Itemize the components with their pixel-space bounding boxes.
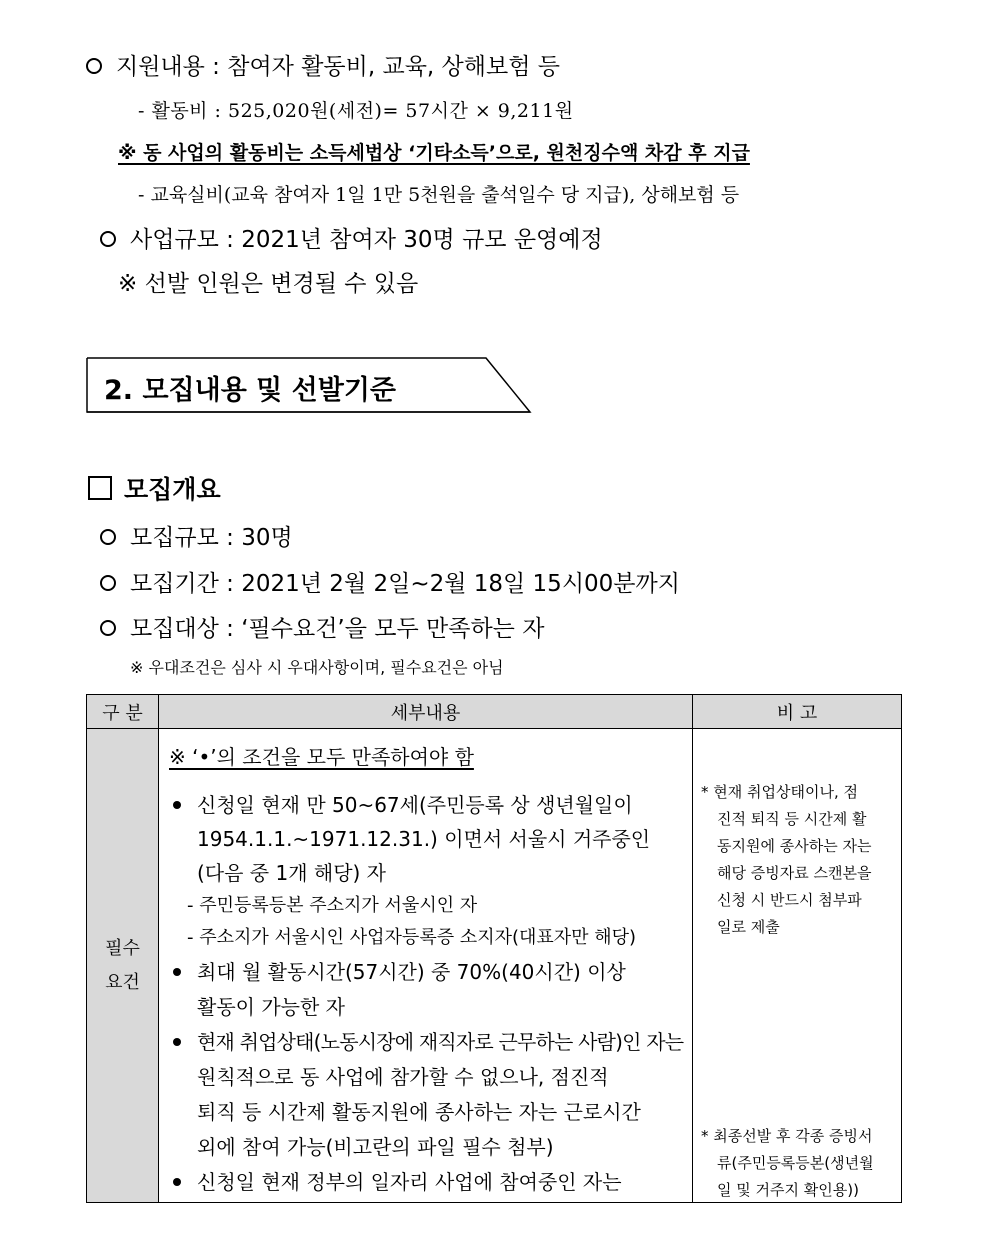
table-row	[87, 729, 902, 1203]
table-header-row	[87, 695, 902, 729]
overview-period: 모집기간 : 2021년 2월 2일~2월 18일 15시00분까지	[130, 571, 680, 597]
remark-1-line5: 신청 시 반드시 첨부파	[717, 891, 862, 909]
detail-b2-line2: 활동이 가능한 자	[197, 995, 345, 1019]
header-remarks: 비 고	[693, 695, 902, 729]
detail-b3-line3: 퇴직 등 시간제 활동지원에 종사하는 자는 근로시간	[197, 1100, 641, 1124]
detail-b1-line1: 신청일 현재 만 50~67세(주민등록 상 생년월일이	[197, 793, 633, 817]
category-line-2: 요건	[105, 971, 140, 993]
remark-1-line6: 일로 제출	[717, 918, 780, 936]
remark-2-line3: 일 및 거주지 확인용))	[717, 1181, 859, 1199]
support-content-line	[86, 48, 560, 81]
section-title: 2. 모집내용 및 선발기준	[104, 375, 396, 406]
scale-text: 사업규모 : 2021년 참여자 30명 규모 운영예정	[130, 227, 603, 253]
detail-b3-line4: 외에 참여 가능(비고란의 파일 필수 첨부)	[197, 1135, 554, 1159]
circle-bullet-icon	[86, 58, 102, 74]
overview-size: 모집규모 : 30명	[130, 525, 293, 551]
remark-1-line3: 동지원에 종사하는 자는	[717, 837, 872, 855]
remark-1-line4: 해당 증빙자료 스캔본을	[717, 864, 872, 882]
detail-b2-line1: 최대 월 활동시간(57시간) 중 70%(40시간) 이상	[197, 960, 626, 984]
overview-size-line	[100, 519, 293, 552]
requirements-table	[86, 694, 902, 1203]
overview-heading-line	[88, 470, 221, 506]
category-line-1: 필수	[105, 937, 140, 959]
detail-bullet-4	[173, 1166, 622, 1195]
detail-bullet-2	[173, 956, 626, 985]
detail-cell	[159, 729, 693, 1203]
bullet-dot-icon	[173, 1038, 181, 1046]
bullet-dot-icon	[173, 1178, 181, 1186]
detail-b1-line3: (다음 중 1개 해당) 자	[197, 861, 386, 885]
support-content-text: 지원내용 : 참여자 활동비, 교육, 상해보험 등	[116, 54, 560, 80]
circle-bullet-icon	[100, 575, 116, 591]
bullet-dot-icon	[173, 968, 181, 976]
detail-intro: ※ ‘•’의 조건을 모두 만족하여야 함	[169, 745, 474, 769]
remark-1	[701, 779, 871, 941]
remark-2	[701, 1123, 874, 1204]
detail-bullet-1	[173, 789, 633, 818]
training-line: - 교육실비(교육 참여자 1일 1만 5천원을 출석일수 당 지급), 상해보험 등	[138, 184, 740, 206]
header-category: 구 분	[87, 695, 159, 729]
detail-bullet-3	[173, 1026, 683, 1055]
scale-note: ※ 선발 인원은 변경될 수 있음	[118, 271, 419, 297]
overview-target-note: ※ 우대조건은 심사 시 우대사항이며, 필수요건은 아님	[130, 658, 504, 677]
detail-b3-line2: 원칙적으로 동 사업에 참가할 수 없으나, 점진적	[197, 1065, 609, 1089]
remark-2-line2: 류(주민등록등본(생년월	[717, 1154, 874, 1172]
detail-b3-line1: 현재 취업상태(노동시장에 재직자로 근무하는 사람)인 자는	[197, 1030, 684, 1054]
remark-1-line2: 진적 퇴직 등 시간제 활	[717, 810, 867, 828]
detail-sub-2: - 주소지가 서울시인 사업자등록증 소지자(대표자만 해당)	[187, 927, 637, 948]
detail-sub-1: - 주민등록등본 주소지가 서울시인 자	[187, 895, 478, 916]
circle-bullet-icon	[100, 529, 116, 545]
remark-1-line1: * 현재 취업상태이나, 점	[701, 783, 858, 801]
detail-b4-line1: 신청일 현재 정부의 일자리 사업에 참여중인 자는	[197, 1170, 622, 1194]
detail-b1-line2: 1954.1.1.~1971.12.31.) 이면서 서울시 거주중인	[197, 827, 651, 851]
overview-target-line	[100, 610, 544, 643]
remark-2-line1: * 최종선발 후 각종 증빙서	[701, 1127, 873, 1145]
bullet-dot-icon	[173, 801, 181, 809]
overview-heading: 모집개요	[124, 475, 221, 504]
tax-note: ※ 동 사업의 활동비는 소득세법상 ‘기타소득’으로, 원천징수액 차감 후 지급	[118, 142, 750, 164]
remarks-cell	[693, 729, 902, 1203]
checkbox-square-icon	[88, 476, 112, 500]
overview-target: 모집대상 : ‘필수요건’을 모두 만족하는 자	[130, 616, 545, 642]
category-cell	[87, 729, 159, 1203]
scale-line	[100, 221, 603, 254]
section-banner	[86, 357, 532, 413]
allowance-line: - 활동비 : 525,020원(세전)= 57시간 × 9,211원	[138, 100, 574, 122]
overview-period-line	[100, 565, 680, 598]
header-detail: 세부내용	[159, 695, 693, 729]
circle-bullet-icon	[100, 620, 116, 636]
circle-bullet-icon	[100, 231, 116, 247]
